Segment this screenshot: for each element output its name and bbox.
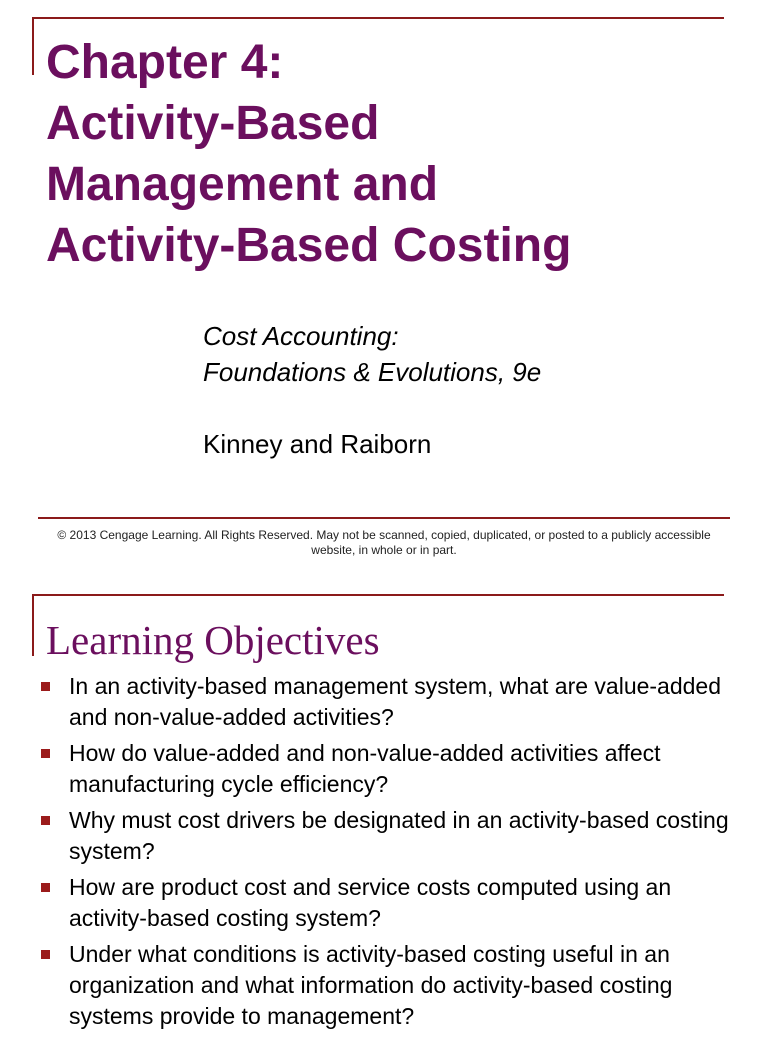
left-rule xyxy=(32,17,34,75)
chapter-title-line: Activity-Based xyxy=(46,97,380,150)
list-item xyxy=(38,805,738,867)
book-subtitle-line: Cost Accounting: xyxy=(203,321,399,351)
left-rule xyxy=(32,594,34,656)
chapter-title-line: Chapter 4: xyxy=(46,36,284,89)
objectives-slide xyxy=(0,575,768,1029)
list-item xyxy=(38,738,738,800)
list-item xyxy=(38,671,738,733)
objective-text: Why must cost drivers be designated in an activity-based costing system? xyxy=(69,807,729,864)
objectives-list xyxy=(38,671,738,1037)
book-subtitle xyxy=(203,318,541,390)
square-bullet-icon xyxy=(41,749,50,758)
objective-text: How are product cost and service costs computed using an activity-based costing system? xyxy=(69,874,672,931)
square-bullet-icon xyxy=(41,883,50,892)
chapter-title xyxy=(46,32,736,276)
top-rule xyxy=(32,17,724,19)
objective-text: In an activity-based management system, what are value-added and non-value-added activities? xyxy=(69,673,722,730)
list-item xyxy=(38,939,738,1032)
slide-title: Learning Objectives xyxy=(46,617,380,663)
square-bullet-icon xyxy=(41,682,50,691)
chapter-title-line: Management and xyxy=(46,158,439,211)
authors: Kinney and Raiborn xyxy=(203,429,432,459)
square-bullet-icon xyxy=(41,950,50,959)
objective-text: Under what conditions is activity-based costing useful in an organization and what information do activity-based costing systems provide to management? xyxy=(69,941,673,1029)
top-rule xyxy=(32,594,724,596)
list-item xyxy=(38,872,738,934)
copyright-notice: © 2013 Cengage Learning. All Rights Reserved. May not be scanned, copied, duplicated, or posted to a publicly accessible website, in whole or in part. xyxy=(57,528,711,557)
book-subtitle-line: Foundations & Evolutions, 9e xyxy=(203,357,542,387)
objective-text: How do value-added and non-value-added activities affect manufacturing cycle efficiency? xyxy=(69,740,661,797)
square-bullet-icon xyxy=(41,816,50,825)
footer-rule xyxy=(38,517,730,519)
chapter-title-line: Activity-Based Costing xyxy=(46,219,572,272)
